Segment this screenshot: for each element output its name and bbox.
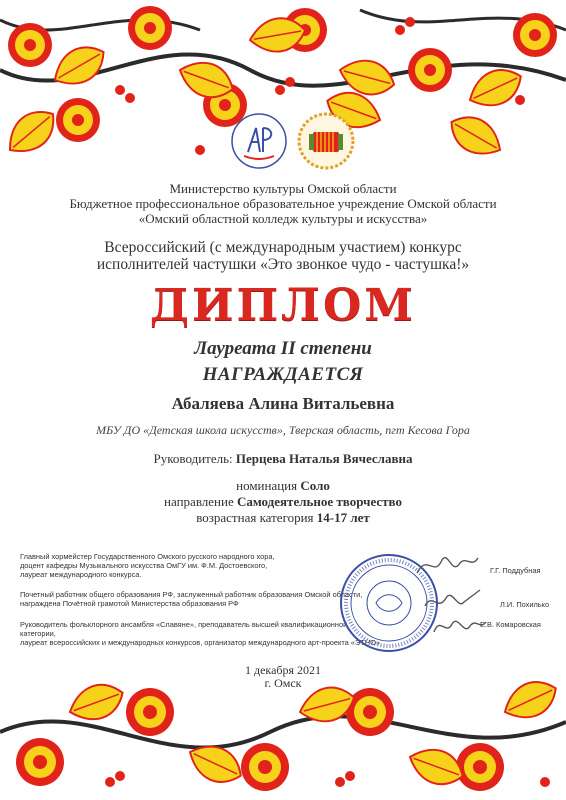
age-line [0, 510, 566, 526]
school-name: МБУ ДО «Детская школа искусств», Тверская область, пгт Кесова Гора [96, 423, 470, 437]
laureate-degree: Лауреата II степени [194, 338, 372, 359]
age-value: 14-17 лет [316, 510, 370, 525]
jury-name: Г.Г. Поддубная [490, 566, 541, 575]
jury-desc-line: лауреат всероссийских и международных конкурсов, организатор международного арт-проекта «ЭТНО» [20, 638, 380, 647]
winner-name: Абаляева Алина Витальевна [171, 394, 395, 413]
ministry-header [0, 181, 566, 226]
leader-line [0, 451, 566, 467]
ministry-line-1: Министерство культуры Омской области [169, 181, 397, 196]
nomination-line [0, 478, 566, 494]
jury-desc-line: Главный хормейстер Государственного Омского русского народного хора, [20, 552, 275, 561]
contest-line-2: исполнителей частушки «Это звонкое чудо - частушка!» [96, 256, 470, 273]
jury-name: Л.И. Похилько [500, 600, 550, 609]
signature-3-icon [430, 612, 490, 642]
jury-desc-line: Руководитель фольклорного ансамбля «Славяне», преподаватель высшей квалификационной категории, [20, 620, 348, 638]
awarded-heading: НАГРАЖДАЕТСЯ [202, 364, 364, 385]
nomination-label: номинация [236, 478, 298, 493]
jury-desc-line: лауреат международного конкурса. [20, 570, 142, 579]
jury-name: Е.В. Комаровская [480, 620, 541, 629]
leader-name: Перцева Наталья Вячеславна [235, 451, 413, 466]
omsk-region-culture-logo-icon [230, 112, 288, 170]
signature-1-icon [412, 548, 482, 582]
jury-desc-line: Почетный работник общего образования РФ, заслуженный работник образования Омской области, [20, 590, 363, 599]
age-label: возрастная категория [196, 510, 314, 525]
issue-city: г. Омск [264, 676, 302, 690]
ministry-line-2: Бюджетное профессиональное образовательное учреждение Омской области [69, 196, 497, 211]
logos [0, 112, 566, 172]
contest-title [0, 239, 566, 273]
contest-line-1: Всероссийский (с международным участием) конкурс [104, 239, 462, 256]
direction-line [0, 494, 566, 510]
accordion-contest-emblem-icon [297, 112, 355, 170]
diploma-title: ДИПЛОМ [149, 280, 417, 331]
ministry-line-3: «Омский областной колледж культуры и искусства» [138, 211, 428, 226]
direction-label: направление [164, 494, 234, 509]
bottom-ornament [0, 672, 566, 800]
leader-label: Руководитель: [153, 451, 233, 466]
nomination-block [0, 478, 566, 526]
jury-desc-line: доцент кафедры Музыкального искусства ОмГУ им. Ф.М. Достоевского, [20, 561, 268, 570]
nomination-value: Соло [300, 478, 330, 493]
jury-desc-line: награждена Почётной грамотой Министерства образования РФ [20, 599, 239, 608]
issue-date: 1 декабря 2021 [244, 663, 322, 677]
direction-value: Самодеятельное творчество [236, 494, 402, 509]
